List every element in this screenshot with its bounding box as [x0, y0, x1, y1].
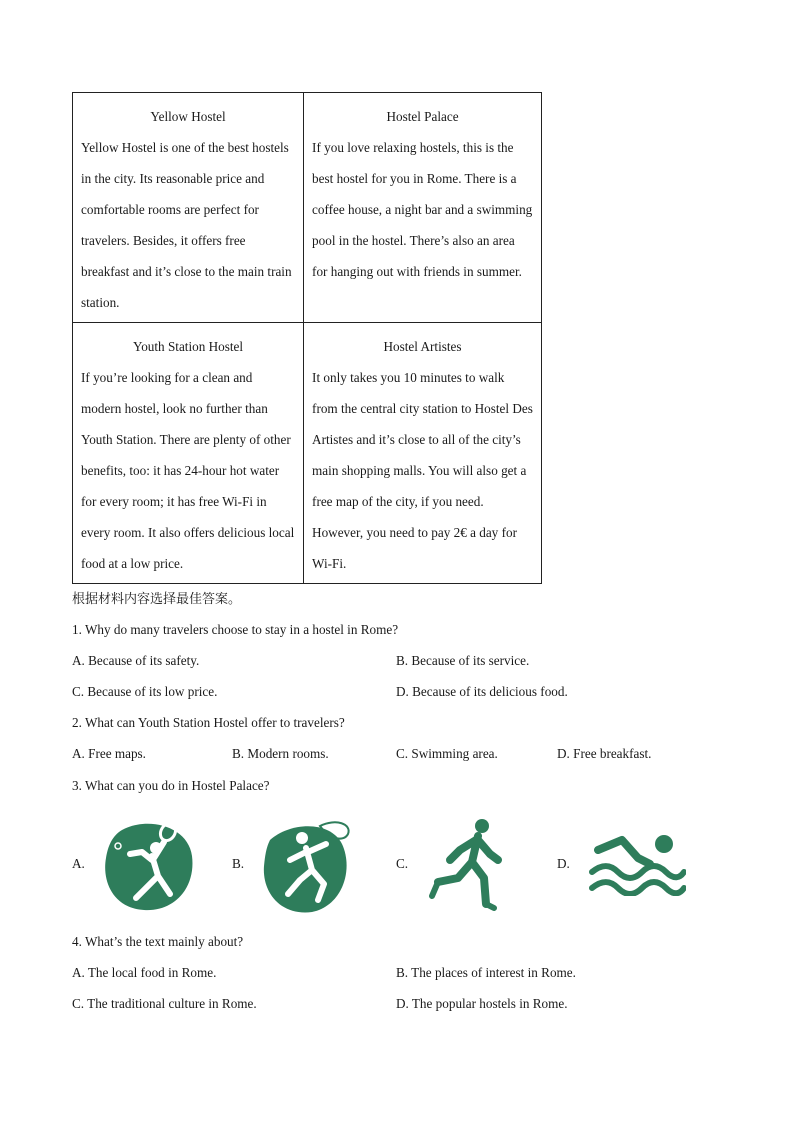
q3-option-c[interactable]: C.: [396, 856, 409, 871]
q2-option-a[interactable]: A. Free maps.: [72, 746, 146, 761]
q1-option-c[interactable]: C. Because of its low price.: [72, 684, 218, 699]
q3-option-a[interactable]: A.: [72, 856, 85, 871]
instruction-text: 根据材料内容选择最佳答案。: [72, 592, 242, 607]
running-icon[interactable]: [428, 816, 512, 914]
q2-option-d[interactable]: D. Free breakfast.: [557, 746, 652, 761]
q2-option-c[interactable]: C. Swimming area.: [396, 746, 498, 761]
hostel-cell-palace: [304, 93, 542, 323]
q3-option-b[interactable]: B.: [232, 856, 245, 871]
hostel-description: It only takes you 10 minutes to walk from the central city station to Hostel Des Artistes and it’s close to all of the city’s main shopping malls. You will also get a free map of the city, if you need. However, you need to pay 2€ a day for Wi-Fi.: [312, 370, 533, 571]
hostel-description: If you’re looking for a clean and modern hostel, look no further than Youth Station. There are plenty of other benefits, too: it has 24-hour hot water for every room; it has free Wi-Fi in every room. It also offers delicious local food at a low price.: [81, 370, 295, 571]
question-1: 1. Why do many travelers choose to stay in a hostel in Rome?: [72, 622, 399, 637]
hostel-name: Yellow Hostel: [150, 109, 226, 124]
hostel-cell-artistes: [304, 323, 542, 584]
volleyball-icon[interactable]: [260, 818, 356, 916]
q1-option-b[interactable]: B. Because of its service.: [396, 653, 530, 668]
hostel-cell-yellow: [73, 93, 304, 323]
hostel-name: Hostel Palace: [386, 109, 459, 124]
q3-option-d[interactable]: D.: [557, 856, 570, 871]
q4-option-c[interactable]: C. The traditional culture in Rome.: [72, 996, 257, 1011]
q1-option-a[interactable]: A. Because of its safety.: [72, 653, 200, 668]
question-3: 3. What can you do in Hostel Palace?: [72, 778, 270, 793]
hostel-name: Hostel Artistes: [383, 339, 462, 354]
q4-option-d[interactable]: D. The popular hostels in Rome.: [396, 996, 568, 1011]
question-2: 2. What can Youth Station Hostel offer to travelers?: [72, 715, 345, 730]
q4-option-a[interactable]: A. The local food in Rome.: [72, 965, 217, 980]
tennis-icon[interactable]: [100, 818, 196, 914]
swimming-icon[interactable]: [588, 830, 686, 896]
hostel-name: Youth Station Hostel: [133, 339, 244, 354]
hostel-cell-youth-station: [73, 323, 304, 584]
hostel-description: Yellow Hostel is one of the best hostels in the city. Its reasonable price and comfortable rooms are perfect for travelers. Besides, it offers free breakfast and it’s close to the main train station.: [81, 140, 292, 310]
q1-option-d[interactable]: D. Because of its delicious food.: [396, 684, 568, 699]
q4-option-b[interactable]: B. The places of interest in Rome.: [396, 965, 576, 980]
hostel-table: [72, 92, 542, 584]
question-4: 4. What’s the text mainly about?: [72, 934, 244, 949]
hostel-description: If you love relaxing hostels, this is the best hostel for you in Rome. There is a coffee house, a night bar and a swimming pool in the hostel. There’s also an area for hanging out with friends in summer.: [312, 140, 533, 279]
q2-option-b[interactable]: B. Modern rooms.: [232, 746, 329, 761]
